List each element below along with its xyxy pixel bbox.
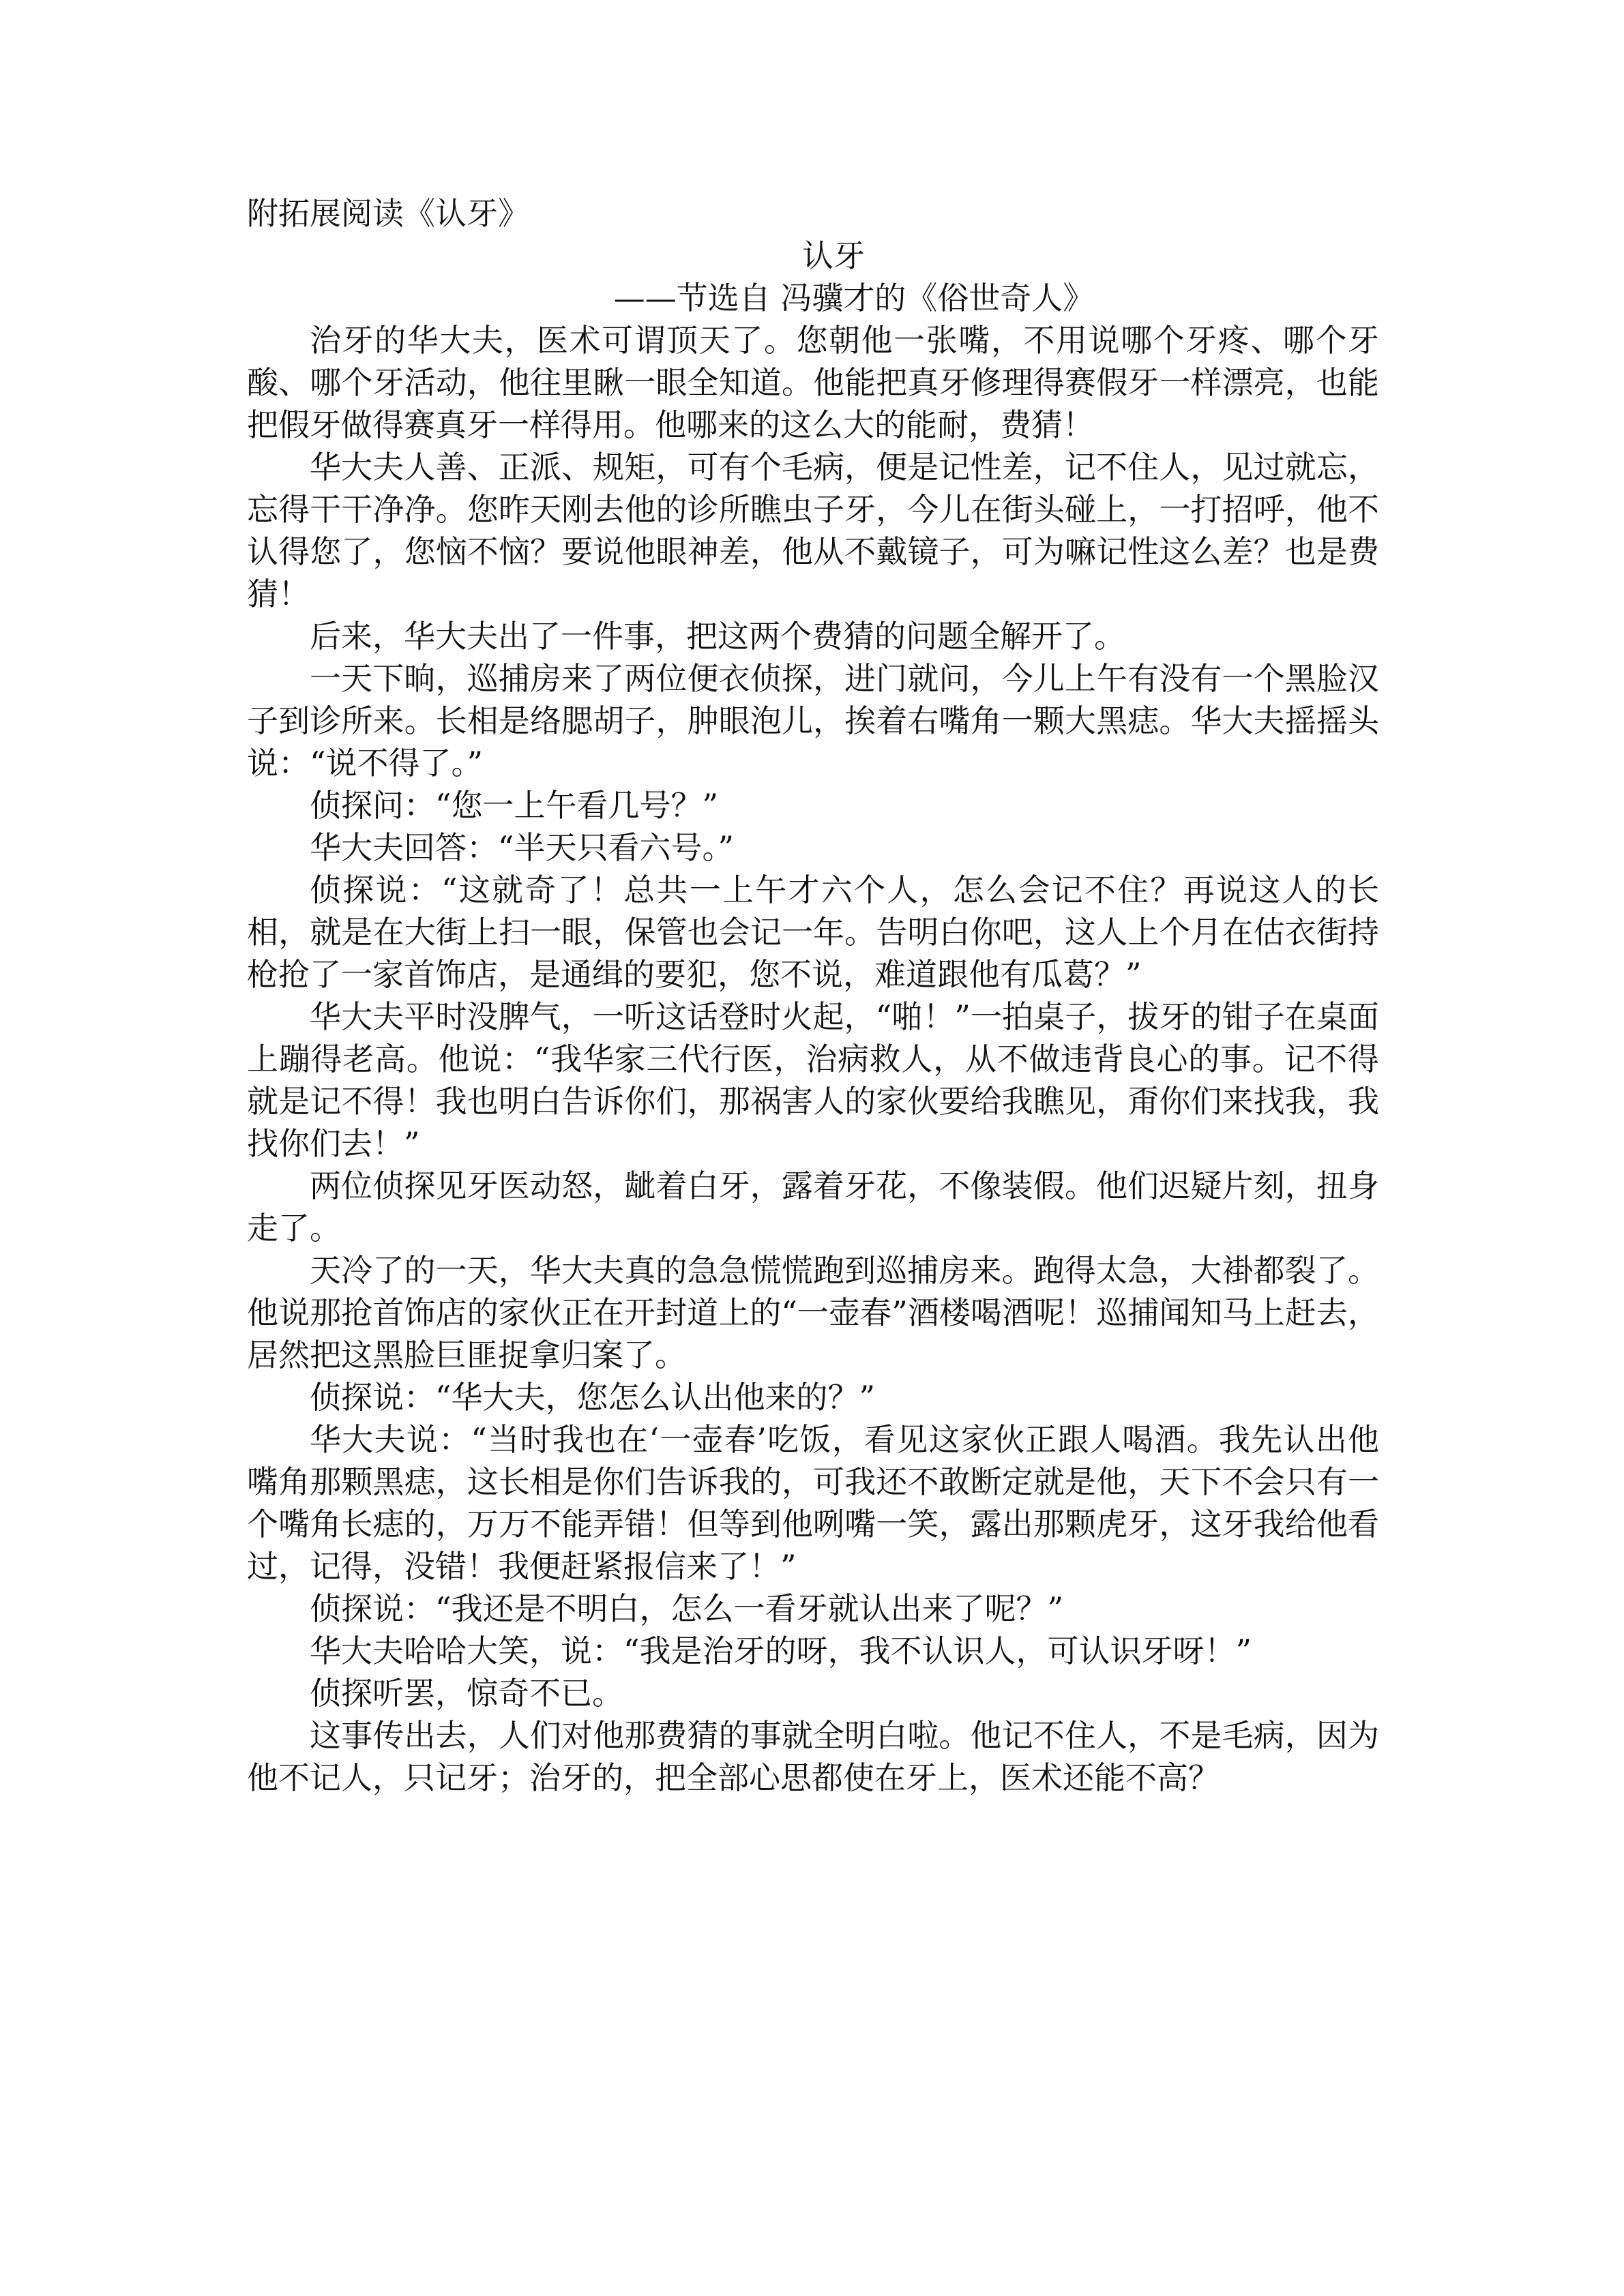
paragraph: 后来，华大夫出了一件事，把这两个费猜的问题全解开了。 — [310, 618, 1125, 655]
article-source: ——节选自 冯骥才的《俗世奇人》 — [613, 280, 1095, 316]
article-title: 认牙 — [802, 237, 865, 274]
paragraph: 两位侦探见牙医动怒，龇着白牙，露着牙花，不像装假。他们迟疑片刻，扭身走了。 — [247, 1167, 1379, 1247]
paragraph: 华大夫平时没脾气，一听这话登时火起，“啪！”一拍桌子，拔牙的钳子在桌面上蹦得老高。他说：“我华家三代行医，治病救人，从不做违背良心的事。记不得就是记不得！我也明白告诉你们，那祸害人的家伙要给我瞧见，甭你们来找我，我找你们去！” — [247, 998, 1379, 1162]
paragraph: 华大夫人善、正派、规矩，可有个毛病，便是记性差，记不住人，见过就忘，忘得干干净净。您昨天刚去他的诊所瞧虫子牙，今儿在街头碰上，一打招呼，他不认得您了，您恼不恼？要说他眼神差，他从不戴镜子，可为嘛记性这么差？也是费猜！ — [247, 449, 1379, 612]
paragraph: 华大夫说：“当时我也在‘一壶春’吃饭，看见这家伙正跟人喝酒。我先认出他嘴角那颗黑痣，这长相是你们告诉我的，可我还不敢断定就是他，天下不会只有一个嘴角长痣的，万万不能弄错！但等到他咧嘴一笑，露出那颗虎牙，这牙我给他看过，记得，没错！我便赶紧报信来了！” — [247, 1421, 1379, 1585]
paragraph: 华大夫回答：“半天只看六号。” — [310, 829, 735, 866]
paragraph: 侦探问：“您一上午看几号？” — [310, 787, 719, 824]
paragraph: 侦探说：“华大夫，您怎么认出他来的？” — [310, 1379, 876, 1416]
document-body — [247, 192, 1379, 1799]
paragraph: 这事传出去，人们对他那费猜的事就全明白啦。他记不住人，不是毛病，因为他不记人，只记牙；治牙的，把全部心思都使在牙上，医术还能不高？ — [247, 1717, 1379, 1796]
paragraph: 天冷了的一天，华大夫真的急急慌慌跑到巡捕房来。跑得太急，大褂都裂了。他说那抢首饰店的家伙正在开封道上的“一壶春”酒楼喝酒呢！巡捕闻知马上赶去，居然把这黑脸巨匪捉拿归案了。 — [247, 1252, 1379, 1373]
paragraph: 侦探听罢，惊奇不已。 — [310, 1675, 623, 1712]
paragraph: 一天下晌，巡捕房来了两位便衣侦探，进门就问，今儿上午有没有一个黑脸汉子到诊所来。长相是络腮胡子，肿眼泡儿，挨着右嘴角一颗大黑痣。华大夫摇摇头说：“说不得了。” — [247, 660, 1379, 781]
paragraph: 侦探说：“这就奇了！总共一上午才六个人，怎么会记不住？再说这人的长相，就是在大街上扫一眼，保管也会记一年。告明白你吧，这人上个月在估衣街持枪抢了一家首饰店，是通缉的要犯，您不说，难道跟他有瓜葛？” — [247, 871, 1379, 993]
document-heading: 附拓展阅读《认牙》 — [247, 195, 529, 232]
paragraph: 治牙的华大夫，医术可谓顶天了。您朝他一张嘴，不用说哪个牙疼、哪个牙酸、哪个牙活动，他往里瞅一眼全知道。他能把真牙修理得赛假牙一样漂亮，也能把假牙做得赛真牙一样得用。他哪来的这么大的能耐，费猜！ — [247, 322, 1379, 443]
paragraph: 侦探说：“我还是不明白，怎么一看牙就认出来了呢？” — [310, 1590, 1064, 1627]
paragraph: 华大夫哈哈大笑，说：“我是治牙的呀，我不认识人，可认识牙呀！” — [310, 1632, 1252, 1669]
